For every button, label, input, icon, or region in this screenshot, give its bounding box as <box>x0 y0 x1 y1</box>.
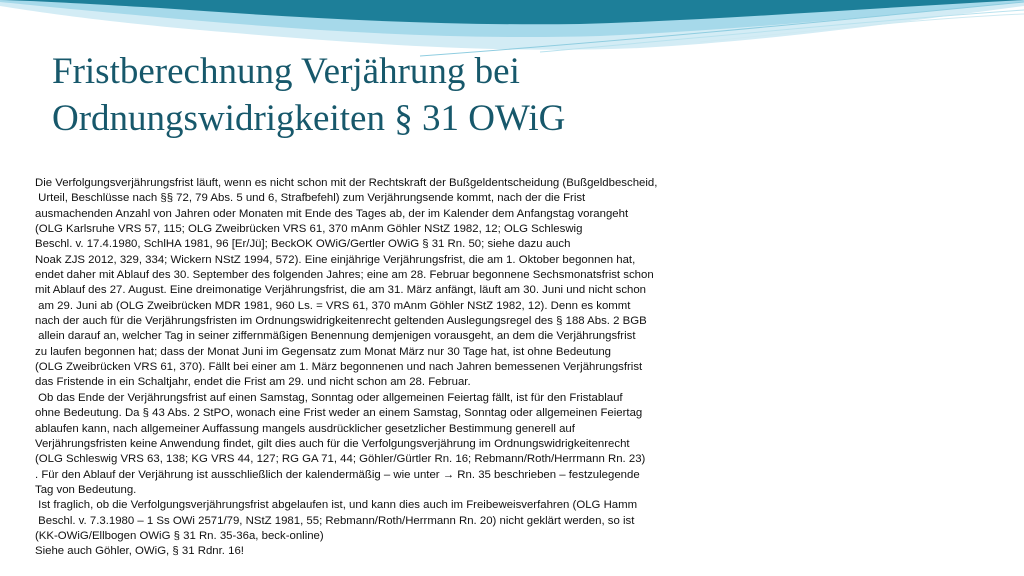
body-text-line: allein darauf an, welcher Tag in seiner ziffernmäßigen Benennung demjenigen vorausgeht, an dem die Verjährungsfrist <box>35 330 636 343</box>
body-text-line: (OLG Karlsruhe VRS 57, 115; OLG Zweibrücken VRS 61, 370 mAnm Göhler NStZ 1982, 12; OLG Schleswig <box>35 223 583 236</box>
body-text-line: Tag von Bedeutung. <box>35 483 137 496</box>
body-text-line: Ob das Ende der Verjährungsfrist auf einen Samstag, Sonntag oder allgemeinen Feiertag fällt, ist für den Fristablauf <box>35 391 623 404</box>
body-text-line: ablaufen kann, nach allgemeiner Auffassung mangels ausdrücklicher gesetzlicher Bestimmung generell auf <box>35 422 575 435</box>
body-text-line: (OLG Zweibrücken VRS 61, 370). Fällt bei einer am 1. März begonnenen und nach Jahren bemessenen Verjährungsfrist <box>35 361 643 374</box>
body-text-line: Ist fraglich, ob die Verfolgungsverjährungsfrist abgelaufen ist, und kann dies auch im Freibeweisverfahren (OLG Hamm <box>35 499 638 512</box>
body-text-line: das Fristende in ein Schaltjahr, endet die Frist am 29. und nicht schon am 28. Februar. <box>35 376 471 389</box>
body-text-line: am 29. Juni ab (OLG Zweibrücken MDR 1981, 960 Ls. = VRS 61, 370 mAnm Göhler NStZ 1982, 12). Denn es kommt <box>35 299 631 312</box>
body-text-line: Die Verfolgungsverjährungsfrist läuft, wenn es nicht schon mit der Rechtskraft der Bußgeldentscheidung (Bußgeldbescheid, <box>35 177 658 189</box>
body-text-line: ohne Bedeutung. Da § 43 Abs. 2 StPO, wonach eine Frist weder an einem Samstag, Sonntag oder allgemeinen Feiertag <box>35 407 643 420</box>
slide-title-line: Ordnungswidrigkeiten § 31 OWiG <box>52 98 566 139</box>
body-text-line: Verjährungsfristen keine Anwendung findet, gilt dies auch für die Verfolgungsverjährung im Ordnungswidrigkeitenrecht <box>35 437 630 450</box>
slide-title-line: Fristberechnung Verjährung bei <box>52 51 520 92</box>
body-text-line: Noak ZJS 2012, 329, 334; Wickern NStZ 1994, 572). Eine einjährige Verjährungsfrist, die am 1. Oktober begonnen hat, <box>35 253 636 266</box>
body-text-line: ausmachenden Anzahl von Jahren oder Monaten mit Ende des Tages ab, der im Kalender dem Anfangstag vorangeht <box>35 207 629 220</box>
slide-body-text <box>35 176 755 560</box>
body-text-line: Siehe auch Göhler, OWiG, § 31 Rdnr. 16! <box>35 545 244 558</box>
body-text-line: Urteil, Beschlüsse nach §§ 72, 79 Abs. 5 und 6, Strafbefehl) zum Verjährungsende kommt, nach der die Frist <box>35 192 586 205</box>
body-text-line: nach der auch für die Verjährungsfristen im Ordnungswidrigkeitenrecht geltenden Auslegungsregel des § 188 Abs. 2 BGB <box>35 315 647 328</box>
body-text-line: Beschl. v. 7.3.1980 – 1 Ss OWi 2571/79, NStZ 1981, 55; Rebmann/Roth/Herrmann Rn. 20) nicht geklärt werden, so ist <box>35 514 635 527</box>
body-text-line: Beschl. v. 17.4.1980, SchlHA 1981, 96 [Er/Jü]; BeckOK OWiG/Gertler OWiG § 31 Rn. 50; siehe dazu auch <box>35 238 571 251</box>
body-text-line: endet daher mit Ablauf des 30. September des folgenden Jahres; eine am 28. Februar begonnene Sechsmonatsfrist schon <box>35 269 654 282</box>
body-text-line: (OLG Schleswig VRS 63, 138; KG VRS 44, 127; RG GA 71, 44; Göhler/Gürtler Rn. 16; Rebmann/Roth/Herrmann Rn. 23) <box>35 453 646 466</box>
body-text-line: (KK-OWiG/Ellbogen OWiG § 31 Rn. 35-36a, beck-online) <box>35 529 324 542</box>
slide-title <box>52 48 952 142</box>
body-text-line: mit Ablauf des 27. August. Eine dreimonatige Verjährungsfrist, die am 31. März anfängt, läuft am 30. Juni und nicht schon <box>35 284 647 297</box>
body-text-line: . Für den Ablauf der Verjährung ist ausschließlich der kalendermäßig – wie unter → Rn. 35 beschrieben – festzulegende <box>35 468 640 481</box>
body-text-line: zu laufen begonnen hat; dass der Monat Juni im Gegensatz zum Monat März nur 30 Tage hat, ist ohne Bedeutung <box>35 345 612 358</box>
